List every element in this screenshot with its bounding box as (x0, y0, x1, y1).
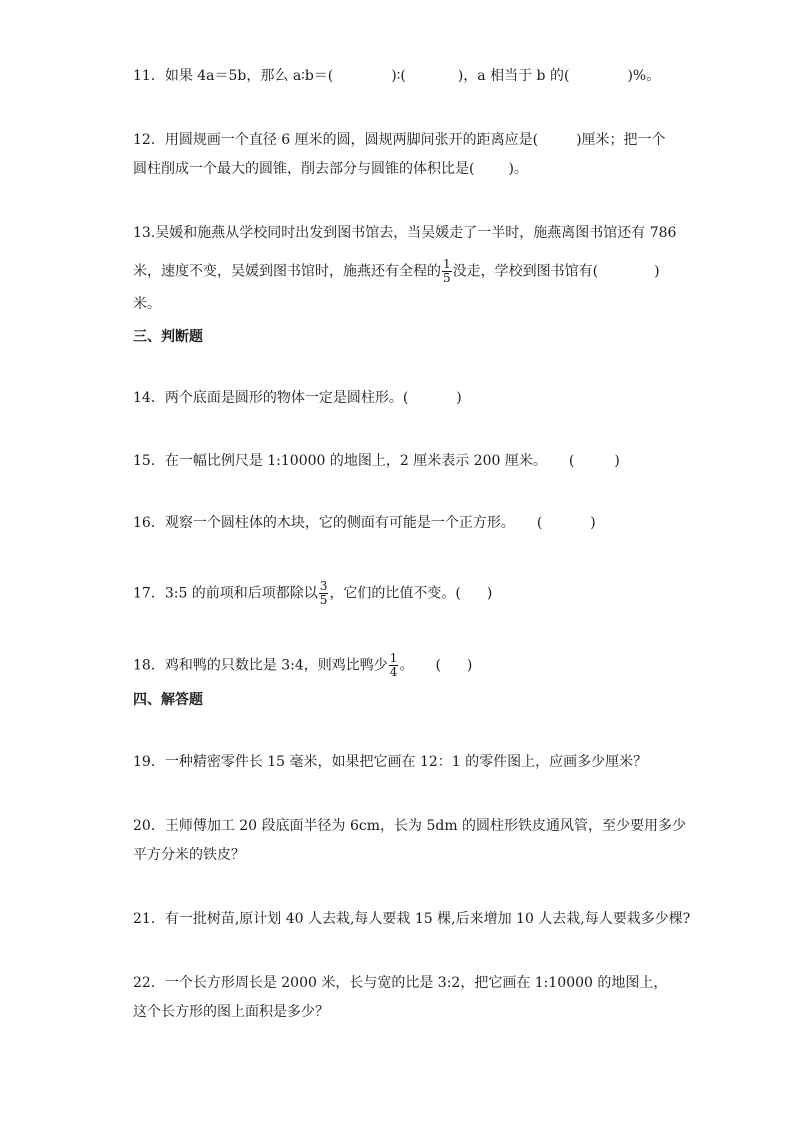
q11-text-1: 11．如果 4a＝5b，那么 a∶b＝( (133, 68, 334, 84)
question-18 (133, 652, 472, 679)
q18-open: ( (435, 657, 441, 674)
question-21: 21．有一批树苗,原计划 40 人去栽,每人要栽 15 棵,后来增加 10 人去栽,每人要栽多少棵? (133, 911, 691, 927)
question-17 (133, 580, 492, 607)
q11-text-3: )，a 相当于 b 的( (457, 68, 570, 84)
question-20-line-2: 平方分米的铁皮？ (133, 847, 245, 863)
section-heading-solve: 四、解答题 (133, 692, 203, 708)
q15-close: ) (614, 453, 620, 469)
question-13-line-2 (133, 258, 660, 285)
q18-text-2: 。 (399, 657, 414, 674)
section-heading-judgment: 三、判断题 (133, 329, 203, 345)
q13-fraction-numerator: 1 (443, 257, 451, 271)
q18-text-1: 18．鸡和鸭的只数比是 3:4，则鸡比鸭少 (133, 657, 388, 674)
q16-close: ) (590, 515, 596, 531)
question-13-line-3: 米。 (133, 296, 161, 312)
q17-text-1: 17．3:5 的前项和后项都除以 (133, 585, 318, 602)
q13-text-1: 米，速度不变，吴媛到图书馆时，施燕还有全程的 (133, 263, 441, 280)
q18-fraction-denominator: 4 (389, 665, 398, 679)
q12-text-2: )厘米；把一个 (576, 132, 666, 148)
q17-fraction (319, 580, 329, 607)
question-22-line-1: 22．一个长方形周长是 2000 米，长与宽的比是 3:2，把它画在 1:10000 的地图上， (133, 975, 668, 991)
question-22-line-2: 这个长方形的图上面积是多少？ (133, 1004, 329, 1020)
q13-text-3: ) (654, 263, 660, 280)
q17-fraction-denominator: 5 (319, 593, 328, 607)
q15-open: ( (568, 453, 575, 469)
q18-close: ) (466, 657, 473, 674)
q18-fraction (389, 652, 399, 679)
q16-text: 16．观察一个圆柱体的木块，它的侧面有可能是一个正方形。 (133, 515, 515, 531)
q12-text-1: 12．用圆规画一个直径 6 厘米的圆，圆规两脚间张开的距离应是( (133, 132, 539, 148)
q16-open: ( (536, 515, 543, 531)
question-11 (133, 66, 660, 86)
q12-text-3: 圆柱削成一个最大的圆锥，削去部分与圆锥的体积比是( (133, 161, 475, 177)
question-19: 19．一种精密零件长 15 毫米，如果把它画在 12：1 的零件图上，应画多少厘米？ (133, 754, 648, 770)
q11-text-2: )∶( (391, 68, 406, 84)
question-16 (133, 513, 596, 533)
q13-fraction-denominator: 5 (443, 271, 451, 285)
q17-close: ) (486, 585, 493, 602)
q13-fraction (442, 258, 452, 285)
question-13-line-1: 13.吴媛和施燕从学校同时出发到图书馆去，当吴媛走了一半时，施燕离图书馆还有 786 (133, 225, 677, 241)
q11-text-4: )%。 (627, 68, 661, 84)
q17-text-2: ，它们的比值不变。( (329, 585, 461, 602)
question-20-line-1: 20．王师傅加工 20 段底面半径为 6cm，长为 5dm 的圆柱形铁皮通风管，至少要用多少 (133, 818, 687, 834)
q17-fraction-numerator: 3 (319, 579, 328, 593)
question-12-line-1 (133, 130, 666, 150)
q14-close: ) (456, 390, 462, 406)
q13-text-2: 没走，学校到图书馆有( (452, 263, 599, 280)
question-12-line-2 (133, 159, 528, 179)
q14-text: 14．两个底面是圆形的物体一定是圆柱形。( (133, 390, 409, 406)
q18-fraction-numerator: 1 (389, 651, 398, 665)
q15-text: 15．在一幅比例尺是 1:10000 的地图上，2 厘米表示 200 厘米。 (133, 453, 547, 469)
q12-text-4: )。 (508, 161, 528, 177)
question-15 (133, 451, 620, 471)
question-14 (133, 388, 462, 408)
